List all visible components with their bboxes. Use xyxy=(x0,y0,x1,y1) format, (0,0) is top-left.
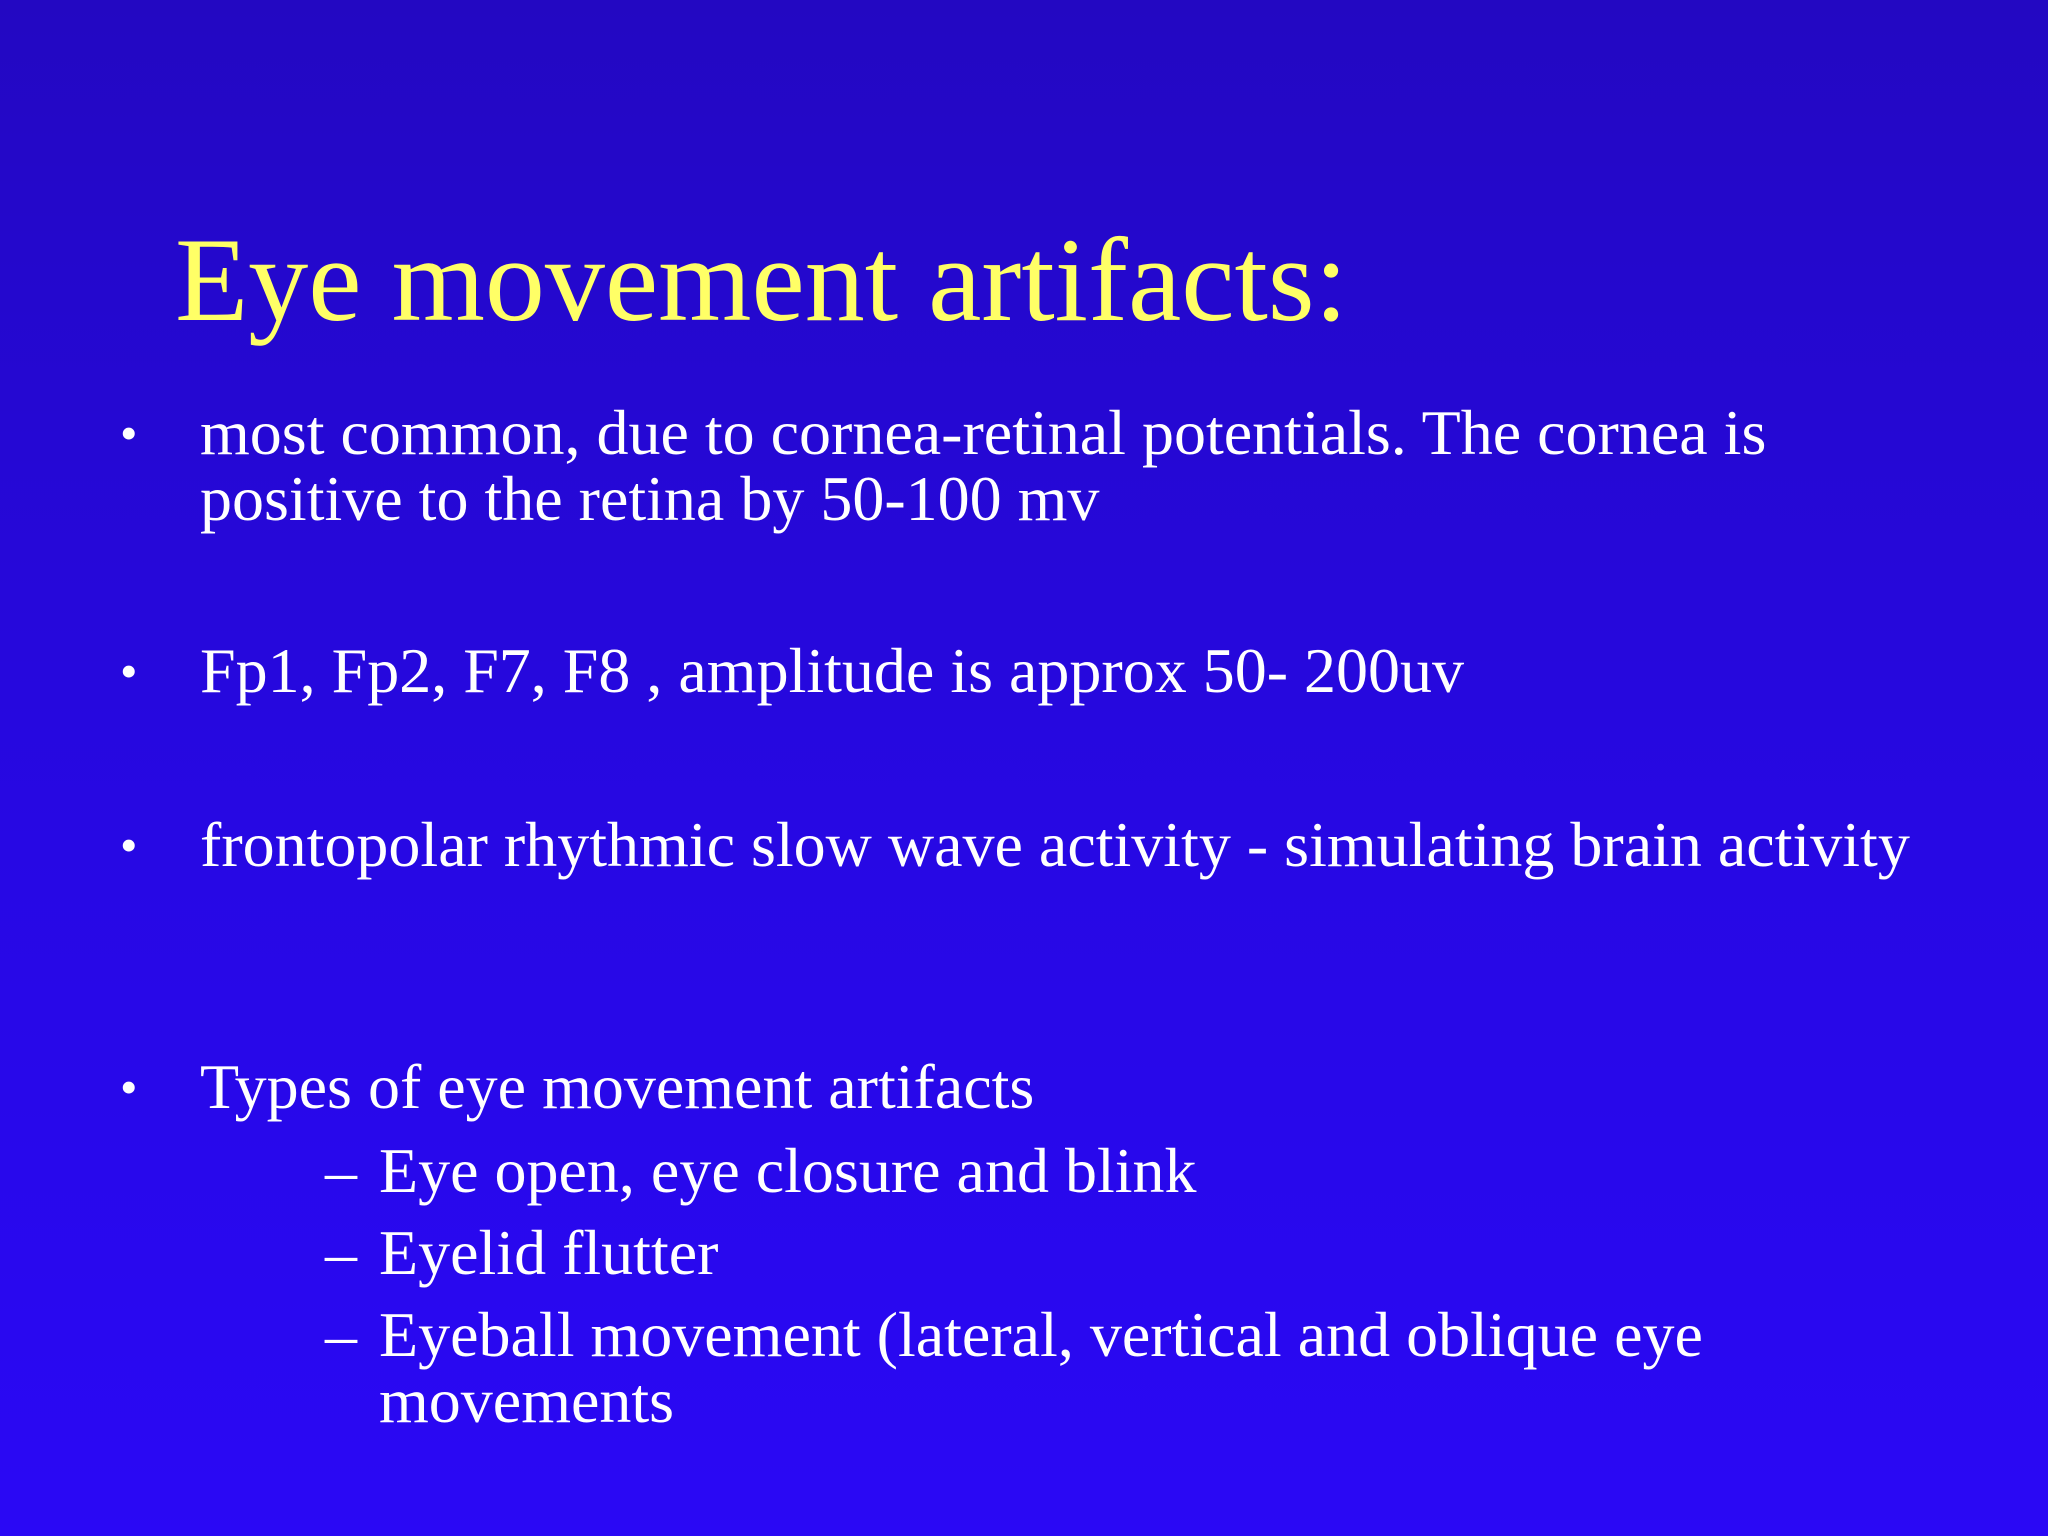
bullet-text: Types of eye movement artifacts xyxy=(200,1051,1035,1122)
bullet-marker: • xyxy=(120,405,138,461)
bullet-marker: • xyxy=(120,817,138,873)
sub-item-text: Eyelid flutter xyxy=(379,1217,719,1288)
sub-item-text: Eye open, eye closure and blink xyxy=(379,1135,1197,1206)
sub-item-text: Eyeball movement (lateral, vertical and oblique eye movements xyxy=(379,1299,1703,1436)
bullet-marker: • xyxy=(120,1059,138,1115)
slide-title: Eye movement artifacts: xyxy=(175,213,1348,346)
dash-marker: – xyxy=(325,1299,357,1370)
dash-marker: – xyxy=(325,1217,357,1288)
bullet-text: most common, due to cornea-retinal potentials. The cornea is positive to the retina by 50-100 mv xyxy=(200,397,1767,534)
dash-marker: – xyxy=(325,1135,357,1206)
bullet-text: frontopolar rhythmic slow wave activity - simulating brain activity xyxy=(200,809,1910,880)
bullet-marker: • xyxy=(120,643,138,699)
bullet-text: Fp1, Fp2, F7, F8 , amplitude is approx 50- 200uv xyxy=(200,635,1465,706)
